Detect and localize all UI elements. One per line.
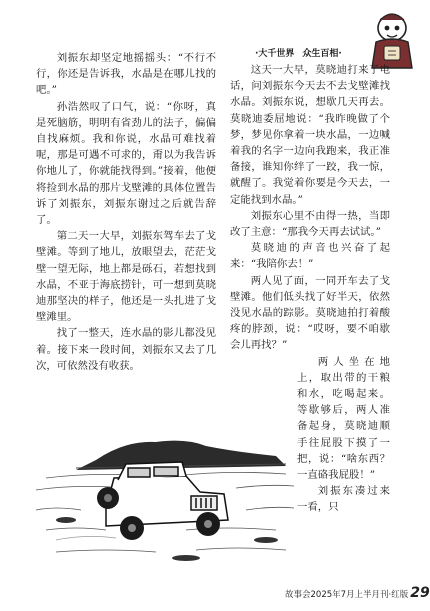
header-column-label: 众生百相·: [302, 49, 342, 59]
page-footer: [285, 585, 430, 601]
paragraph: 刘振东凑过来一看，只: [297, 485, 390, 514]
magazine-issue: 故事会2025年7月上半月刊·红版: [285, 590, 409, 600]
paragraph: 第二天一大早，刘振东驾车去了戈壁滩。等到了地儿，放眼望去，茫茫戈壁一望无际，地上都是砾石，若想找到水晶，不亚于海底捞针，可一想到莫晓迪那坚决的样子，他还是一头扎进了戈壁滩里。: [36, 230, 216, 324]
paragraph: 刘振东却坚定地摇摇头：“不行不行，你还是告诉我，水晶是在哪儿找的吧。”: [36, 52, 216, 97]
paragraph: 找了一整天，连水晶的影儿都没见着。接下来一段时间，刘振东又去了几次，可依然没有收获。: [36, 327, 216, 372]
paragraph: 莫晓迪的声音也兴奋了起来：“我陪你去！”: [230, 242, 390, 271]
paragraph: 刘振东心里不由得一热，当即改了主意：“那我今天再去试试。”: [230, 209, 390, 239]
header-section-label: ·大千世界: [255, 49, 295, 59]
paragraph: 两人见了面，一同开车去了戈壁滩。他们低头找了好半天，依然没见水晶的踪影。莫晓迪拍打着酸疼的脖颈，说：“哎呀，要不咱歇会儿再找？”: [230, 274, 390, 352]
page-number: 29: [410, 585, 430, 601]
paragraph: 孙浩然叹了口气，说：“你呀，真是死脑筋，明明有省劲儿的法子，偏偏自找麻烦。我和你说，水晶可难找着呢，那是可遇不可求的，甭以为我告诉你地儿了，你就能找得到。”接着，他便将捡到水晶的那片戈壁滩的具体位置告诉了刘振东，刘振东谢过之后就告辞了。: [36, 100, 216, 227]
paragraph: 这天一大早，莫晓迪打来了电话，问刘振东今天去不去戈壁滩找水晶。刘振东说，想歇几天再去。莫晓迪委屈地说：“我昨晚做了个梦，梦见你拿着一块水晶，一边喊着我的名字一边向我跑来，我正准备接，谁知你绊了一跤，我一惊，就醒了。我觉着你要是今天去，一定能找到水晶。”: [230, 64, 390, 206]
desert-jeep-illustration: [36, 380, 296, 570]
left-text-column: [36, 50, 216, 374]
paragraph: 两人坐在地上，取出带的干粮和水，吃喝起来。等歇够后，两人准备起身，莫晓迪顺手往屁股下摸了一把，说：“啥东西？一直硌我屁股！”: [297, 355, 390, 482]
